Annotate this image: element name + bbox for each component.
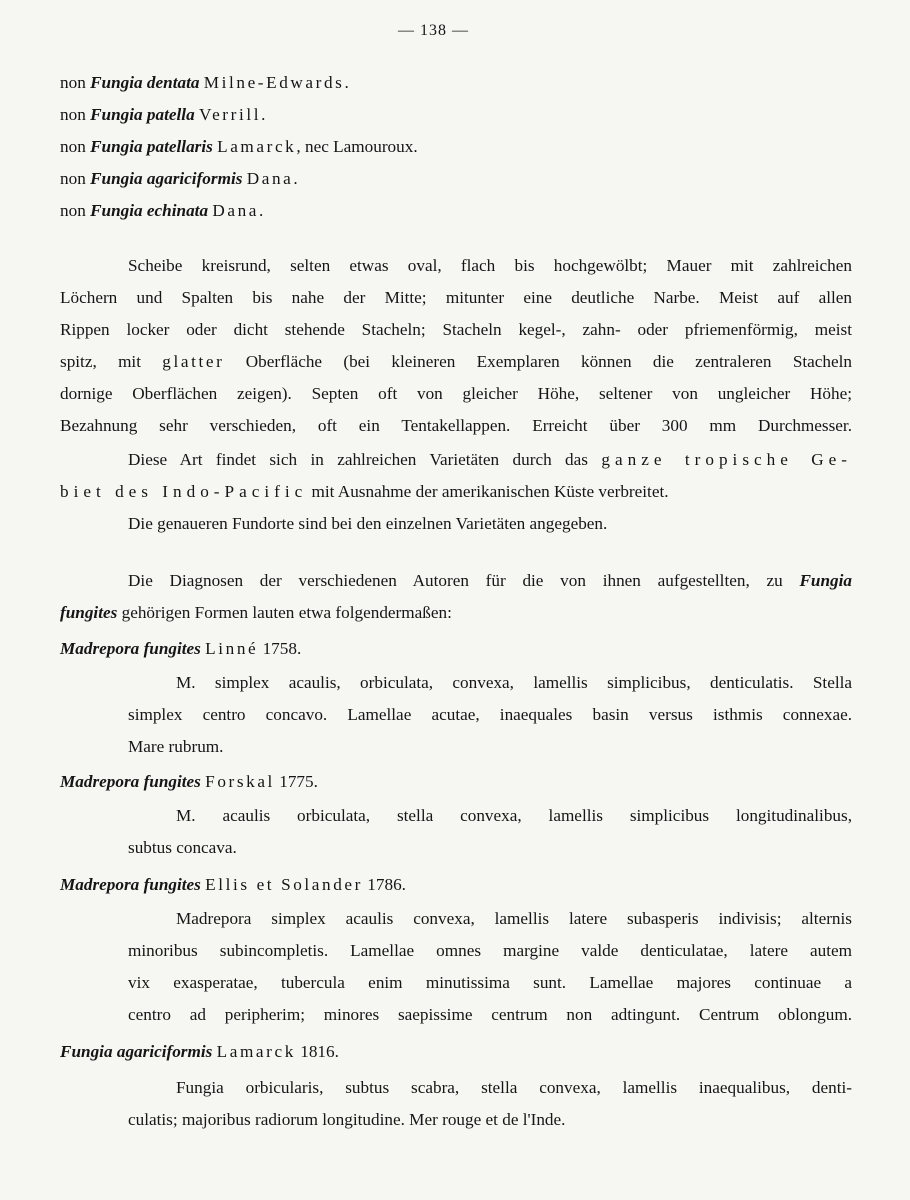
diagnosis-text-line: Mare rubrum.	[128, 737, 224, 756]
diagnosis-text-line: Fungia orbicularis, subtus scabra, stella convexa, lamellis inaequalibus, denti-	[176, 1078, 852, 1097]
page-number: — 138 —	[398, 22, 469, 39]
diagnosis-heading: Madrepora fungites Ellis et Solander 1786.	[60, 875, 406, 894]
description-line: Scheibe kreisrund, selten etwas oval, flach bis hochgewölbt; Mauer mit zahlreichen	[128, 256, 852, 275]
synonym-line: non Fungia dentata Milne-Edwards.	[60, 73, 349, 92]
diagnosis-heading: Fungia agariciformis Lamarck 1816.	[60, 1042, 339, 1061]
diagnosis-text-line: culatis; majoribus radiorum longitudine. Mer rouge et de l'Inde.	[128, 1110, 566, 1129]
distribution-line: Diese Art findet sich in zahlreichen Varietäten durch das ganze tropische Ge-	[128, 450, 853, 469]
localities-line: Die genaueren Fundorte sind bei den einzelnen Varietäten angegeben.	[128, 514, 608, 533]
diagnosis-text-line: centro ad peripherim; minores saepissime centrum non adtingunt. Centrum oblongum.	[128, 1005, 852, 1024]
diagnoses-intro-line: fungites gehörigen Formen lauten etwa folgendermaßen:	[60, 603, 452, 622]
synonym-line: non Fungia patella Verrill.	[60, 105, 266, 124]
diagnosis-text-line: Madrepora simplex acaulis convexa, lamellis latere subasperis indivisis; alternis	[176, 909, 852, 928]
synonym-line: non Fungia patellaris Lamarck, nec Lamouroux.	[60, 137, 418, 156]
diagnosis-text-line: simplex centro concavo. Lamellae acutae, inaequales basin versus isthmis connexae.	[128, 705, 852, 724]
diagnosis-text-line: subtus concava.	[128, 838, 237, 857]
description-line: Rippen locker oder dicht stehende Stacheln; Stacheln kegel-, zahn- oder pfriemenförmig, meist	[60, 320, 852, 339]
description-line: Löchern und Spalten bis nahe der Mitte; mitunter eine deutliche Narbe. Meist auf allen	[60, 288, 852, 307]
distribution-line: biet des Indo-Pacific mit Ausnahme der amerikanischen Küste verbreitet.	[60, 482, 669, 501]
diagnosis-heading: Madrepora fungites Forskal 1775.	[60, 772, 318, 791]
diagnosis-text-line: vix exasperatae, tubercula enim minutissima sunt. Lamellae majores continuae a	[128, 973, 852, 992]
diagnoses-intro-line: Die Diagnosen der verschiedenen Autoren für die von ihnen aufgestellten, zu Fungia	[128, 571, 853, 590]
diagnosis-text-line: minoribus subincompletis. Lamellae omnes margine valde denticulatae, latere autem	[128, 941, 852, 960]
description-line: spitz, mit glatter Oberfläche (bei kleineren Exemplaren können die zentraleren Stacheln	[60, 352, 853, 371]
synonym-line: non Fungia echinata Dana.	[60, 201, 264, 220]
diagnosis-text-line: M. acaulis orbiculata, stella convexa, lamellis simplicibus longitudinalibus,	[176, 806, 852, 825]
diagnosis-text-line: M. simplex acaulis, orbiculata, convexa, lamellis simplicibus, denticulatis. Stella	[176, 673, 852, 692]
diagnosis-heading: Madrepora fungites Linné 1758.	[60, 639, 302, 658]
synonym-line: non Fungia agariciformis Dana.	[60, 169, 298, 188]
description-line: dornige Oberflächen zeigen). Septen oft von gleicher Höhe, seltener von ungleicher Höhe;	[60, 384, 852, 403]
description-line: Bezahnung sehr verschieden, oft ein Tentakellappen. Erreicht über 300 mm Durchmesser.	[60, 416, 852, 435]
